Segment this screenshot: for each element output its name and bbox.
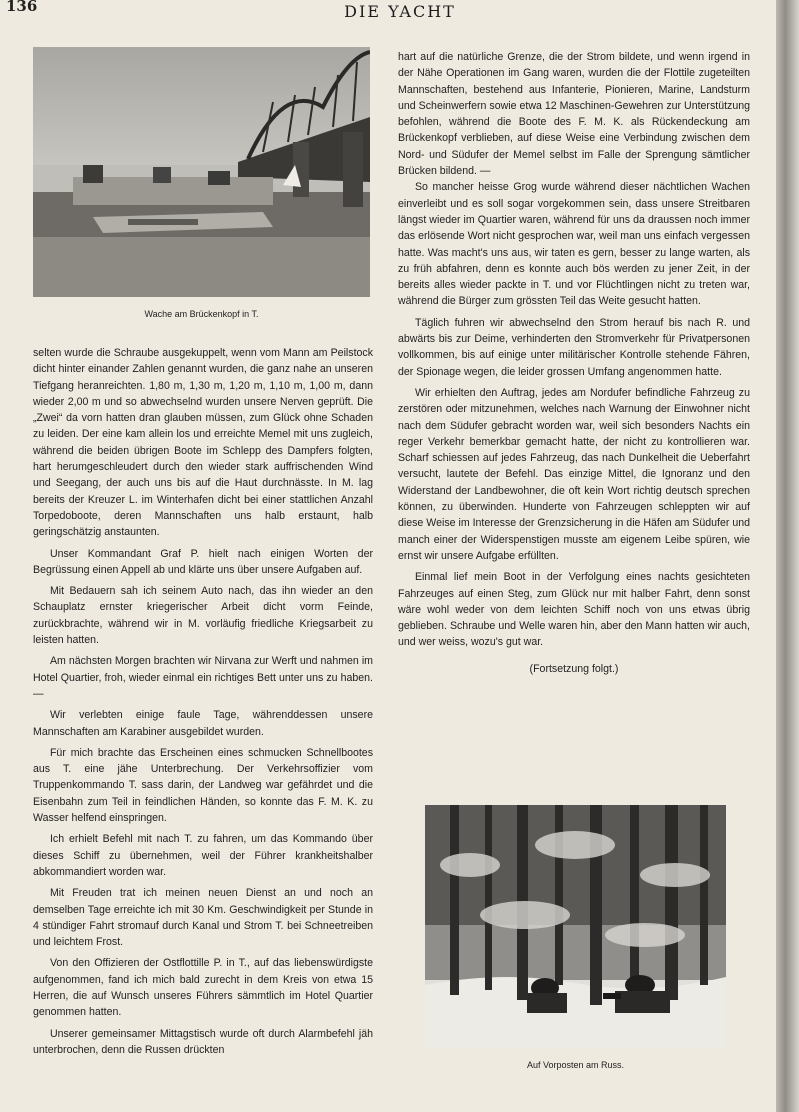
continuation-note: (Fortsetzung folgt.) [529, 662, 619, 675]
paragraph: Mit Bedauern sah ich seinem Auto nach, das ihn wieder an den Schauplatz ernster kriegerischer Arbeit dicht vorm Feinde, zurückbrachte, während wir in M. vorläufig friedliche Kriegsarbeit zu leisten hatten. [33, 585, 373, 647]
paragraph: Unserer gemeinsamer Mittagstisch wurde oft durch Alarmbefehl jäh unterbrochen, denn die Russen drückten [33, 1027, 373, 1056]
figure-caption-bridge: Wache am Brückenkopf in T. [144, 309, 259, 319]
paragraph: hart auf die natürliche Grenze, die der Strom bildete, und wenn irgend in der Nähe Operationen im Gang waren, wurden die der Flottile zugeteilten Mannschaften, bestehend aus Infanterie, Pionieren, Marine, Landsturm und Scheinwerfern sowie etwa 12 Maschinen-Gewehren zur Unterstützung befohlen, während die Boote des F. M. K. als Rückendeckung am Brückenkopf verblieben, auf diese Weise eine Verbindung zwischen dem Nord- und Südufer der Memel selbst im Falle der Sprengung sämtlicher Brücken bildend. — [398, 51, 750, 178]
paragraph: So mancher heisse Grog wurde während dieser nächtlichen Wachen einverleibt und es soll sogar vorgekommen sein, dass unsere Streitbaren längst wieder im Quartier waren, während für uns da draussen noch immer das erlösende Wort nicht gesprochen war, weil man uns einfach vergessen hatte. Was macht's uns aus, wir taten es gern, besser zu lange warten, als zu früh abfahren, denn es konnte auch bös werden zu jener Zeit, in der bereits alles wieder packte in T. und vor Flüchtlingen nicht zu treten war, während die Bürger zum grössten Teil das Weite gesucht hatten. [398, 181, 750, 308]
page-number: 136 [6, 0, 38, 15]
paragraph: Täglich fuhren wir abwechselnd den Strom herauf bis nach R. und abwärts bis zur Deime, verhinderten den Stromverkehr für Privatpersonen vollkommen, bis auf einige unter militärischer Kontrolle stehende Fähren, der Spionage wegen, die leider grossen Umfang angenommen hatte. [398, 316, 750, 378]
bridge-photo [33, 47, 370, 297]
paragraph: selten wurde die Schraube ausgekuppelt, wenn vom Mann am Peilstock dicht hinter einander Zahlen genannt wurden, die ganz nahe an unseren Tiefgang heranreichten. 1,80 m, 1,30 m, 1,20 m, 1,10 m, 1,00 m, dann wieder 2,00 m und so abwechselnd wurden unsere Nerven geprüft. Die „Zwei“ da vorn hatten dran glauben müssen, zum Glück ohne Schaden zu leiden. Der eine kam allein los und erreichte Memel mit uns zugleich, während die beiden übrigen Boote im Schlepp des Dampfers folgten, hart herumgeschleudert durch den wieder stark auffrischenden Wind und Seegang, der auch uns bis auf die Haut durchnässte. In M. lag bereits der Kreuzer L. im Winterhafen dicht bei einer stattlichen Anzahl Torpedoboote, deren Mannschaften uns halb erstaunt, halb geringschätzig anstaunten. [33, 347, 373, 539]
paragraph: Wir verlebten einige faule Tage, währenddessen unsere Mannschaften am Karabiner ausgebildet wurden. [33, 709, 373, 738]
paragraph: Einmal lief mein Boot in der Verfolgung eines nachts gesichteten Fahrzeuges auf einen Steg, zum Glück nur mit halber Fahrt, denn sonst wäre wohl weder von dem leichten Schiff noch von uns etwas übrig geblieben. Schraube und Welle waren hin, aber den Mann hatten wir auch, und wer weiss, wozu's gut war. [398, 571, 750, 649]
right-column [398, 49, 750, 677]
paragraph: Ich erhielt Befehl mit nach T. zu fahren, um das Kommando über dieses Schiff zu übernehmen, weil der Führer krankheitshalber abkommandiert worden war. [33, 833, 373, 878]
left-column [33, 345, 373, 1058]
bridge-photo-image [33, 47, 370, 297]
paragraph: Unser Kommandant Graf P. hielt nach einigen Worten der Begrüssung einen Appell ab und klärte uns über unsere Aufgaben auf. [33, 547, 373, 576]
figure-caption-outpost: Auf Vorposten am Russ. [526, 1060, 625, 1070]
paragraph: Am nächsten Morgen brachten wir Nirvana zur Werft und nahmen im Hotel Quartier, froh, wieder einmal ein richtiges Bett unter uns zu haben. — [33, 655, 373, 700]
book-spine-edge [776, 0, 799, 1112]
paragraph: Mit Freuden trat ich meinen neuen Dienst an und noch an demselben Tage erreichte ich mit 30 Km. Geschwindigkeit per Stunde in 4 stündiger Fahrt stromauf durch Kanal und Strom T. bei Schneetreiben und leichtem Frost. [33, 887, 373, 949]
running-title: DIE YACHT [344, 2, 456, 21]
forest-outpost-photo [425, 805, 726, 1048]
paragraph: Von den Offizieren der Ostflottille P. in T., auf das liebenswürdigste aufgenommen, fand ich mich bald zurecht in dem Kreis von etwa 15 Herren, die auf Wunsch unseres Führers sämmtlich im Hotel Quartier genommen hatten. [33, 957, 373, 1019]
forest-photo-image [425, 805, 726, 1048]
paragraph: Für mich brachte das Erscheinen eines schmucken Schnellbootes aus T. eine jähe Unterbrechung. Der Verkehrsoffizier vom Truppenkommando T. sass darin, der Landweg war gefährdet und die Eisenbahn zum Teil in feindlichen Händen, so konnte das F. M. K. zu Wasser helfend einspringen. [33, 746, 373, 825]
paragraph: Wir erhielten den Auftrag, jedes am Nordufer befindliche Fahrzeug zu zerstören oder mitzunehmen, welches nach Warnung der Einwohner nicht nach dem Südufer gebracht worden war, weil sich besonders Nachts ein reger Verkehr bemerkbar gemacht hatte, der nicht zu kontrollieren war. Scharf schiessen auf jedes Fahrzeug, das nach Dunkelheit die Ueberfahrt versucht, lautete der Befehl. Das einzige Mittel, die Ignoranz und den Widerstand der Landbewohner, die oft kein Wort richtig deutsch sprechen können, zu überwinden. Hunderte von Fahrzeugen schleppten wir auf diese Weise im Interesse der Grenzsicherung in die Häfen am Südufer und manch einer der Widerspenstigen musste am eigenem Leibe spüren, wie ernst wir unsere Aufgabe erfüllten. [398, 386, 750, 562]
